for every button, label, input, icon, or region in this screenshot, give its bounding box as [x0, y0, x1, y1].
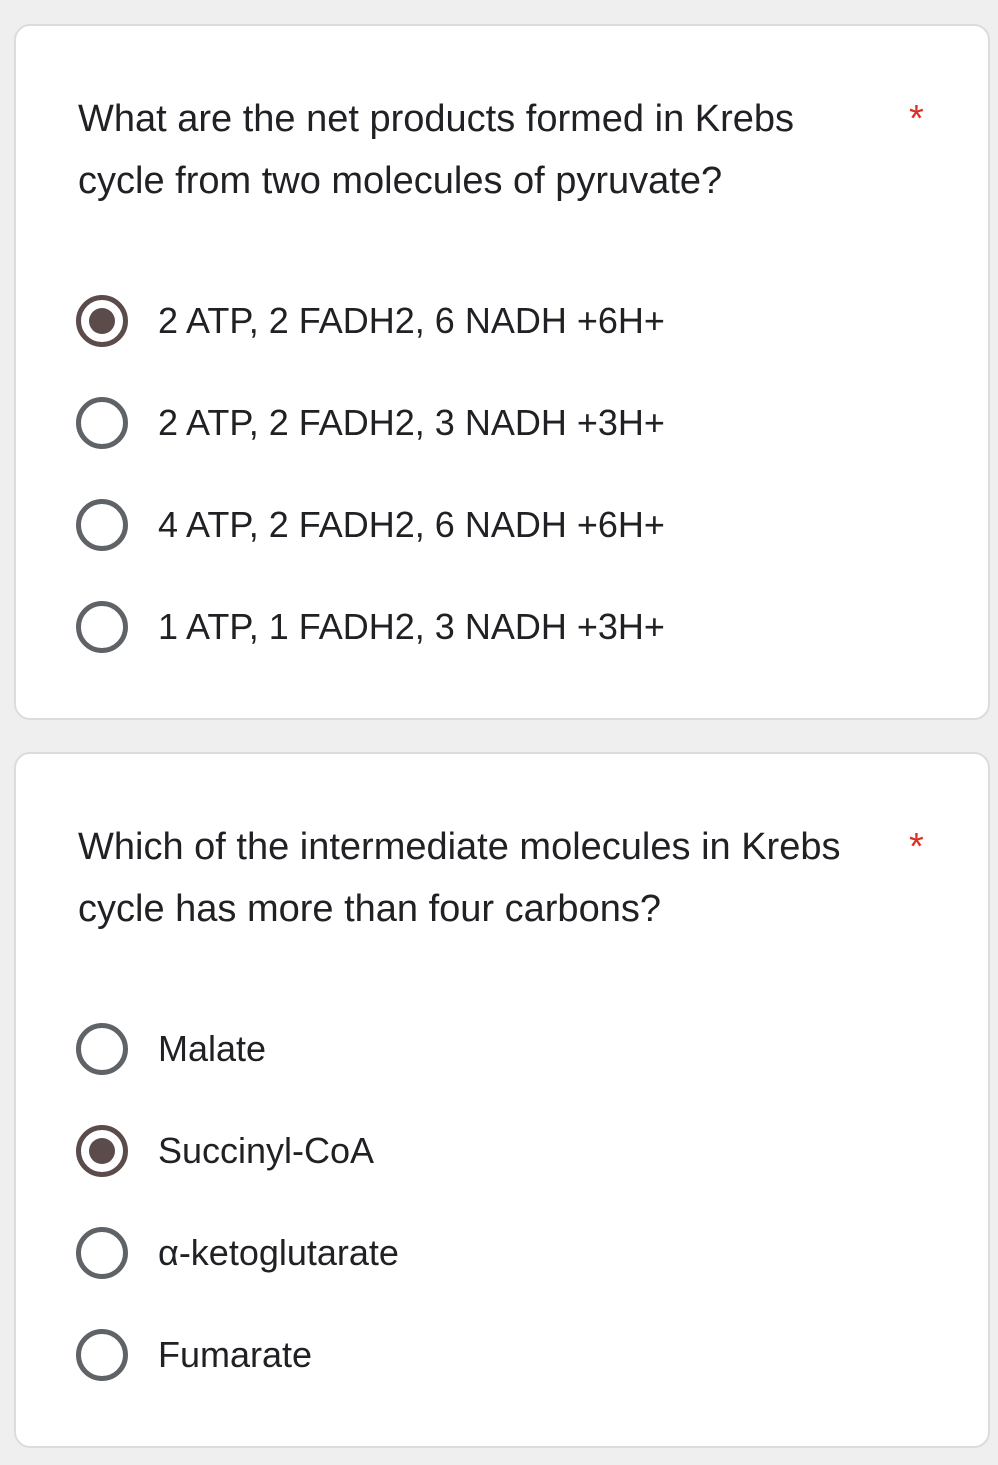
option-q2-c[interactable] — [76, 1202, 399, 1304]
radio-button[interactable] — [76, 601, 128, 653]
option-label: Fumarate — [158, 1334, 313, 1375]
radio-button-checked[interactable] — [76, 295, 128, 347]
option-q1-b[interactable] — [76, 372, 665, 474]
required-asterisk-1: * — [909, 98, 924, 140]
radio-button[interactable] — [76, 397, 128, 449]
option-label: α-ketoglutarate — [158, 1232, 399, 1273]
question-card-1 — [14, 24, 990, 720]
option-label: 4 ATP, 2 FADH2, 6 NADH +6H+ — [158, 504, 665, 545]
options-group-1 — [76, 270, 665, 678]
option-q2-d[interactable] — [76, 1304, 399, 1406]
option-q2-a[interactable] — [76, 998, 399, 1100]
option-label: 2 ATP, 2 FADH2, 6 NADH +6H+ — [158, 300, 665, 341]
radio-button[interactable] — [76, 1329, 128, 1381]
options-group-2 — [76, 998, 399, 1406]
radio-button-checked[interactable] — [76, 1125, 128, 1177]
option-q1-c[interactable] — [76, 474, 665, 576]
option-label: 2 ATP, 2 FADH2, 3 NADH +3H+ — [158, 402, 665, 443]
option-q2-b[interactable] — [76, 1100, 399, 1202]
required-asterisk-2: * — [909, 826, 924, 868]
radio-button[interactable] — [76, 1227, 128, 1279]
option-label: 1 ATP, 1 FADH2, 3 NADH +3H+ — [158, 606, 665, 647]
option-q1-d[interactable] — [76, 576, 665, 678]
radio-button[interactable] — [76, 499, 128, 551]
question-title-2: Which of the intermediate molecules in Krebs cycle has more than four carbons? — [78, 826, 841, 930]
option-label: Succinyl-CoA — [158, 1130, 375, 1171]
option-q1-a[interactable] — [76, 270, 665, 372]
option-label: Malate — [158, 1028, 267, 1069]
question-title-1: What are the net products formed in Krebs cycle from two molecules of pyruvate? — [78, 98, 795, 202]
question-card-2 — [14, 752, 990, 1448]
radio-button[interactable] — [76, 1023, 128, 1075]
